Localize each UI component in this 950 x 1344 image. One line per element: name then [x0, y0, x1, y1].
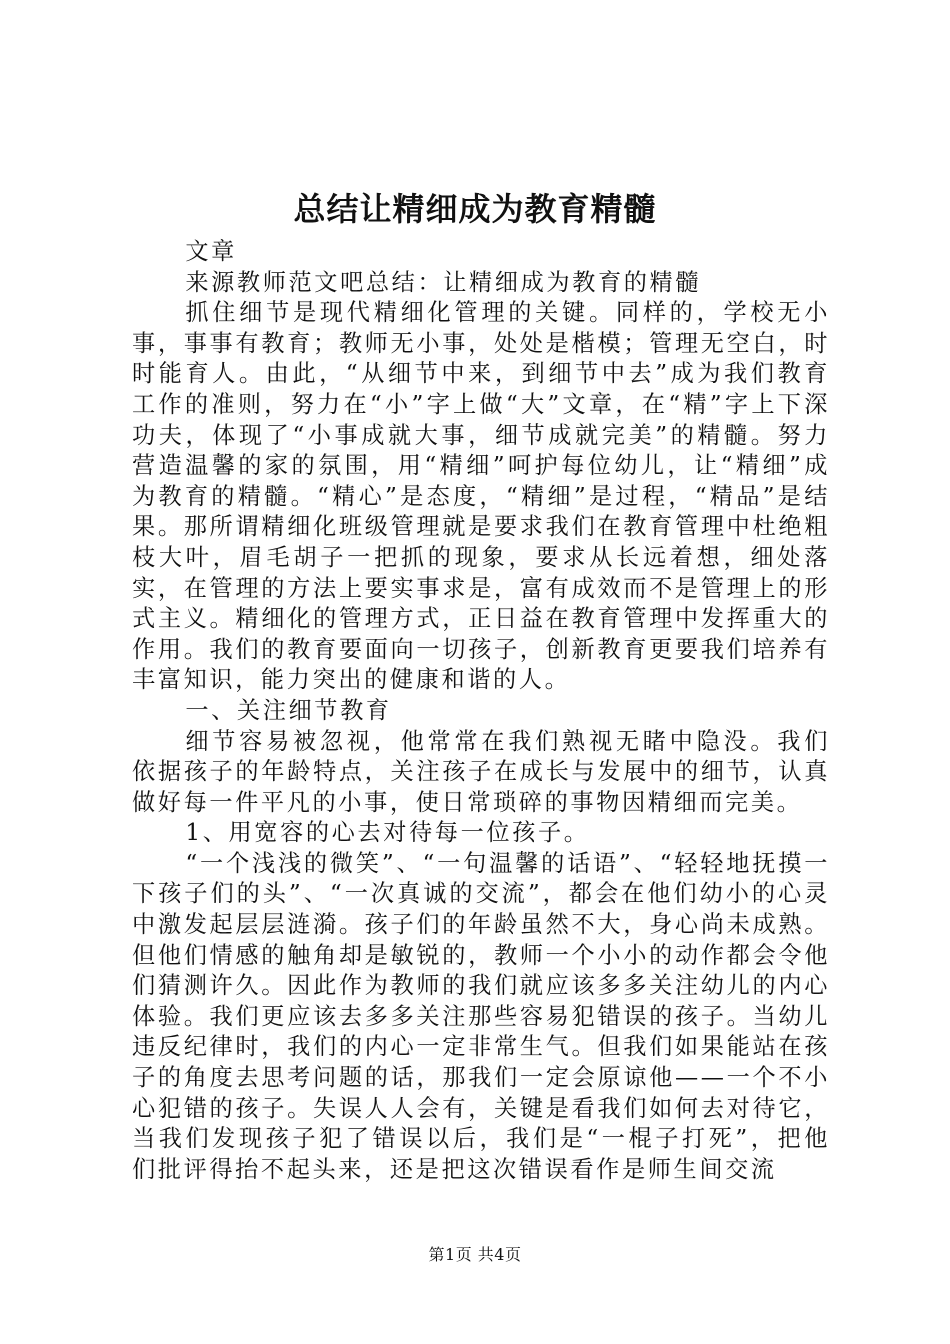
subsection-heading: 1、用宽容的心去对待每一位孩子。	[185, 819, 590, 847]
paragraph: 抓住细节是现代精细化管理的关键。同样的，学校无小事，事事有教育；教师无小事，处处是楷模；管理无空白，时时能育人。由此，“从细节中来，到细节中去”成为我们教育工作的准则，努力在“小”字上做“大”文章，在“精”字上下深功夫，体现了“小事成就大事，细节成就完美”的精髓。努力营造温馨的家的氛围，用“精细”呵护每位幼儿，让“精细”成为教育的精髓。“精心”是态度，“精细”是过程，“精品”是结果。那所谓精细化班级管理就是要求我们在教育管理中杜绝粗枝大叶，眉毛胡子一把抓的现象，要求从长远着想，细处落实，在管理的方法上要实事求是，富有成效而不是管理上的形式主义。精细化的管理方式，正日益在教育管理中发挥重大的作用。我们的教育要面向一切孩子，创新教育更要我们培养有丰富知识，能力突出的健康和谐的人。	[132, 299, 830, 694]
document-body	[132, 237, 830, 1185]
document-title: 总结让精细成为教育精髓	[293, 190, 657, 228]
paragraph: 文章	[185, 238, 237, 265]
paragraph: “一个浅浅的微笑”、“一句温馨的话语”、“轻轻地抚摸一下孩子们的头”、“一次真诚的交流”，都会在他们幼小的心灵中激发起层层涟漪。孩子们的年龄虽然不大，身心尚未成熟。但他们情感的触角却是敏锐的，教师一个小小的动作都会令他们猜测许久。因此作为教师的我们就应该多多关注幼儿的内心体验。我们更应该去多多关注那些容易犯错误的孩子。当幼儿违反纪律时，我们的内心一定非常生气。但我们如果能站在孩子的角度去思考问题的话，那我们一定会原谅他——一个不小心犯错的孩子。失误人人会有，关键是看我们如何去对待它，当我们发现孩子犯了错误以后，我们是“一棍子打死”，把他们批评得抬不起头来，还是把这次错误看作是师生间交流	[132, 849, 830, 1183]
section-heading: 一、关注细节教育	[185, 696, 392, 724]
paragraph: 来源教师范文吧总结：让精细成为教育的精髓	[185, 268, 702, 296]
paragraph: 细节容易被忽视，他常常在我们熟视无睹中隐没。我们依据孩子的年龄特点，关注孩子在成长与发展中的细节，认真做好每一件平凡的小事，使日常琐碎的事物因精细而完美。	[132, 727, 830, 816]
page-footer: 第1页 共4页	[428, 1245, 522, 1264]
